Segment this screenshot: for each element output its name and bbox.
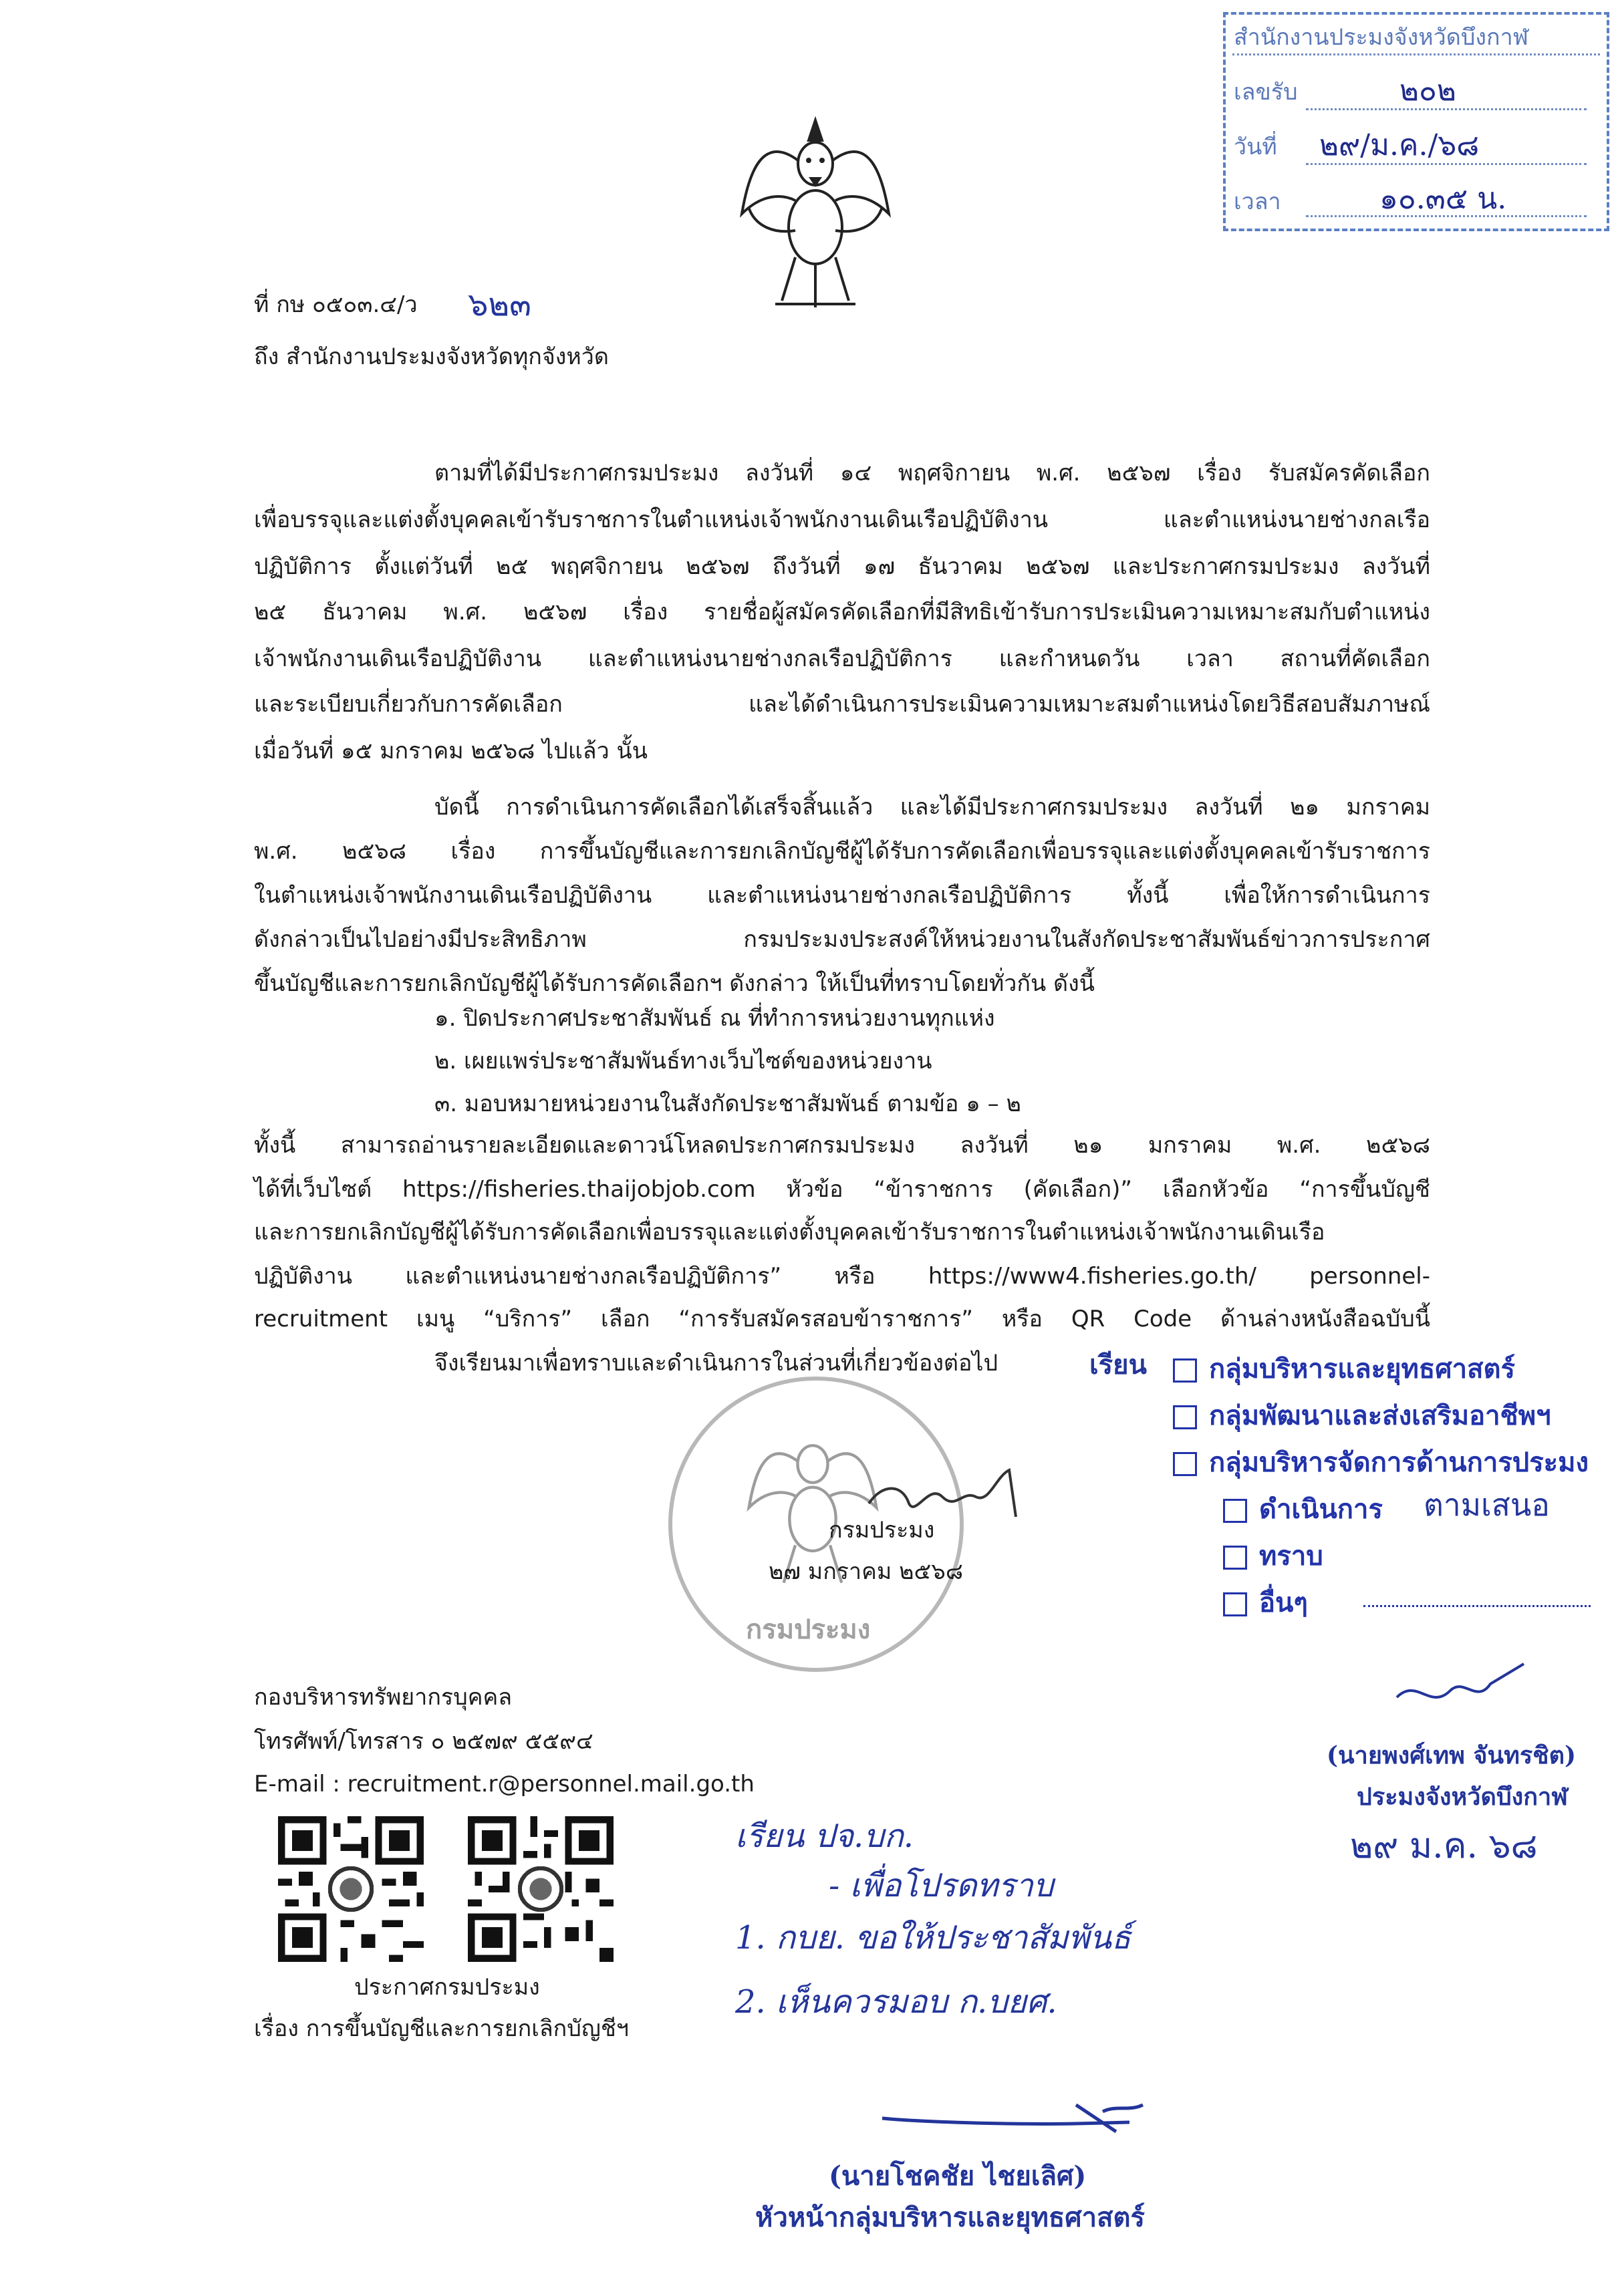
body-p2-line: ดังกล่าวเป็นไปอย่างมีประสิทธิภาพ กรมประมงประสงค์ให้หน่วยงานในสังกัดประชาสัมพันธ์ข่าวการประกาศ bbox=[254, 926, 1430, 953]
body-p1-line: ๒๕ ธันวาคม พ.ศ. ๒๕๖๗ เรื่อง รายชื่อผู้สมัครคัดเลือกที่มีสิทธิเข้ารับการประเมินความเหมาะสมกับตำแหน่ง bbox=[254, 599, 1430, 625]
addressee: ถึง สำนักงานประมงจังหวัดทุกจังหวัด bbox=[254, 343, 609, 370]
routing-group-1: กลุ่มบริหารและยุทธศาสตร์ bbox=[1173, 1347, 1515, 1390]
qr-code-icon bbox=[468, 1816, 614, 1962]
routing-action-2: ทราบ bbox=[1223, 1534, 1323, 1577]
director-title: ประมงจังหวัดบึงกาฬ bbox=[1357, 1783, 1568, 1811]
receipt-date-value: ๒๙/ม.ค./๖๘ bbox=[1319, 128, 1480, 162]
body-p2-line: บัดนี้ การดำเนินการคัดเลือกได้เสร็จสิ้นแล้ว และได้มีประกาศกรมประมง ลงวันที่ ๒๑ มกราคม bbox=[434, 794, 1430, 821]
head-title: หัวหน้ากลุ่มบริหารและยุทธศาสตร์ bbox=[755, 2202, 1146, 2233]
body-p3-line: ทั้งนี้ สามารถอ่านรายละเอียดและดาวน์โหลดประกาศกรมประมง ลงวันที่ ๒๑ มกราคม พ.ศ. ๒๕๖๘ bbox=[254, 1132, 1430, 1159]
body-p2-line: พ.ศ. ๒๕๖๘ เรื่อง การขึ้นบัญชีและการยกเลิกบัญชีผู้ได้รับการคัดเลือกเพื่อบรรจุและแต่งตั้งบุคคลเข้ารับราชการ bbox=[254, 838, 1430, 865]
head-signature-icon bbox=[876, 2092, 1156, 2145]
checkbox-icon bbox=[1173, 1358, 1197, 1383]
receipt-no-label: เลขรับ bbox=[1234, 79, 1298, 106]
routing-group-2: กลุ่มพัฒนาและส่งเสริมอาชีพฯ bbox=[1173, 1394, 1551, 1437]
routing-action-note: ตามเสนอ bbox=[1424, 1487, 1550, 1523]
seal-text: กรมประมง bbox=[746, 1614, 871, 1645]
director-name: (นายพงศ์เทพ จันทรชิต) bbox=[1327, 1741, 1577, 1769]
qr-code-icon bbox=[278, 1816, 424, 1962]
checkbox-icon bbox=[1223, 1499, 1247, 1523]
doc-number: ที่ กษ ๐๕๐๓.๔/ว bbox=[254, 291, 418, 318]
garuda-emblem-icon bbox=[735, 114, 896, 314]
closing-line: จึงเรียนมาเพื่อทราบและดำเนินการในส่วนที่เกี่ยวข้องต่อไป bbox=[434, 1350, 998, 1377]
director-signature-icon bbox=[1390, 1657, 1537, 1731]
handwritten-note: เรียน ปจ.บก. bbox=[735, 1818, 914, 1855]
body-p3-line: ได้ที่เว็บไซต์ https://fisheries.thaijobjob.com หัวข้อ “ข้าราชการ (คัดเลือก)” เลือกหัวข้อ “การขึ้นบัญชี bbox=[254, 1176, 1430, 1203]
doc-number-handwritten: ๖๒๓ bbox=[468, 286, 531, 323]
body-p3-line: ปฏิบัติงาน และตำแหน่งนายช่างกลเรือปฏิบัติการ” หรือ https://www4.fisheries.go.th/ personnel- bbox=[254, 1263, 1430, 1290]
footer-phone: โทรศัพท์/โทรสาร ๐ ๒๕๗๙ ๕๕๙๔ bbox=[254, 1728, 593, 1755]
handwritten-note: 2. เห็นควรมอบ ก.บยศ. bbox=[735, 1983, 1057, 2021]
body-p1-line: เจ้าพนักงานเดินเรือปฏิบัติงาน และตำแหน่งนายช่างกลเรือปฏิบัติการ และกำหนดวัน เวลา สถานที่คัดเลือก bbox=[254, 645, 1430, 672]
body-p3-line: recruitment เมนู “บริการ” เลือก “การรับสมัครสอบข้าราชการ” หรือ QR Code ด้านล่างหนังสือฉบับนี้ bbox=[254, 1306, 1430, 1332]
footer-division: กองบริหารทรัพยากรบุคคล bbox=[254, 1684, 513, 1711]
signature-org: กรมประมง bbox=[829, 1517, 935, 1544]
checkbox-icon bbox=[1223, 1546, 1247, 1570]
checkbox-icon bbox=[1223, 1592, 1247, 1616]
receipt-time-value: ๑๐.๓๕ น. bbox=[1379, 182, 1507, 216]
qr-caption-2: เรื่อง การขึ้นบัญชีและการยกเลิกบัญชีฯ bbox=[254, 2015, 629, 2042]
receipt-time-label: เวลา bbox=[1234, 188, 1281, 215]
routing-to-label: เรียน bbox=[1089, 1349, 1147, 1381]
receipt-office: สำนักงานประมงจังหวัดบึงกาฬ bbox=[1234, 24, 1528, 51]
handwritten-note: 1. กบย. ขอให้ประชาสัมพันธ์ bbox=[735, 1919, 1131, 1957]
routing-action-3: อื่นๆ bbox=[1223, 1581, 1308, 1624]
body-p1-line: ตามที่ได้มีประกาศกรมประมง ลงวันที่ ๑๔ พฤศจิกายน พ.ศ. ๒๕๖๗ เรื่อง รับสมัครคัดเลือก bbox=[434, 460, 1430, 486]
body-p2-line: ในตำแหน่งเจ้าพนักงานเดินเรือปฏิบัติงาน และตำแหน่งนายช่างกลเรือปฏิบัติการ ทั้งนี้ เพื่อให้การดำเนินการ bbox=[254, 882, 1430, 909]
body-p1-line: เพื่อบรรจุและแต่งตั้งบุคคลเข้ารับราชการในตำแหน่งเจ้าพนักงานเดินเรือปฏิบัติงาน และตำแหน่งนายช่างกลเรือ bbox=[254, 507, 1430, 533]
receipt-date-label: วันที่ bbox=[1234, 134, 1277, 160]
body-p3-line: และการยกเลิกบัญชีผู้ได้รับการคัดเลือกเพื่อบรรจุและแต่งตั้งบุคคลเข้ารับราชการในตำแหน่งเจ้าพนักงานเดินเรือ bbox=[254, 1219, 1325, 1246]
receipt-no-value: ๒๐๒ bbox=[1399, 74, 1456, 108]
head-name: (นายโชคชัย ไชยเลิศ) bbox=[829, 2160, 1087, 2192]
handwritten-note: - เพื่อโปรดทราบ bbox=[829, 1867, 1054, 1904]
list-item: ๒. เผยแพร่ประชาสัมพันธ์ทางเว็บไซต์ของหน่วยงาน bbox=[434, 1048, 932, 1074]
body-p1-line: เมื่อวันที่ ๑๕ มกราคม ๒๕๖๘ ไปแล้ว นั้น bbox=[254, 738, 648, 764]
signature-date: ๒๗ มกราคม ๒๕๖๘ bbox=[769, 1558, 964, 1585]
body-p1-line: ปฏิบัติการ ตั้งแต่วันที่ ๒๕ พฤศจิกายน ๒๕๖๗ ถึงวันที่ ๑๗ ธันวาคม ๒๕๖๗ และประกาศกรมประมง ลงวันที่ bbox=[254, 553, 1430, 580]
checkbox-icon bbox=[1173, 1405, 1197, 1429]
qr-caption-1: ประกาศกรมประมง bbox=[354, 1974, 540, 2001]
list-item: ๓. มอบหมายหน่วยงานในสังกัดประชาสัมพันธ์ ตามข้อ ๑ – ๒ bbox=[434, 1091, 1021, 1117]
footer-email: E-mail : recruitment.r@personnel.mail.go.th bbox=[254, 1771, 755, 1798]
routing-group-3: กลุ่มบริหารจัดการด้านการประมง bbox=[1173, 1441, 1589, 1483]
list-item: ๑. ปิดประกาศประชาสัมพันธ์ ณ ที่ทำการหน่วยงานทุกแห่ง bbox=[434, 1005, 995, 1032]
body-p2-line: ขึ้นบัญชีและการยกเลิกบัญชีผู้ได้รับการคัดเลือกฯ ดังกล่าว ให้เป็นที่ทราบโดยทั่วกัน ดังนี้ bbox=[254, 970, 1095, 997]
receipt-stamp bbox=[1223, 12, 1609, 231]
routing-action-1: ดำเนินการ bbox=[1223, 1487, 1383, 1530]
body-p1-line: และระเบียบเกี่ยวกับการคัดเลือก และได้ดำเนินการประเมินความเหมาะสมตำแหน่งโดยวิธีสอบสัมภาษณ์ bbox=[254, 691, 1430, 718]
director-date: ๒๙ ม.ค. ๖๘ bbox=[1350, 1826, 1538, 1866]
checkbox-icon bbox=[1173, 1452, 1197, 1476]
